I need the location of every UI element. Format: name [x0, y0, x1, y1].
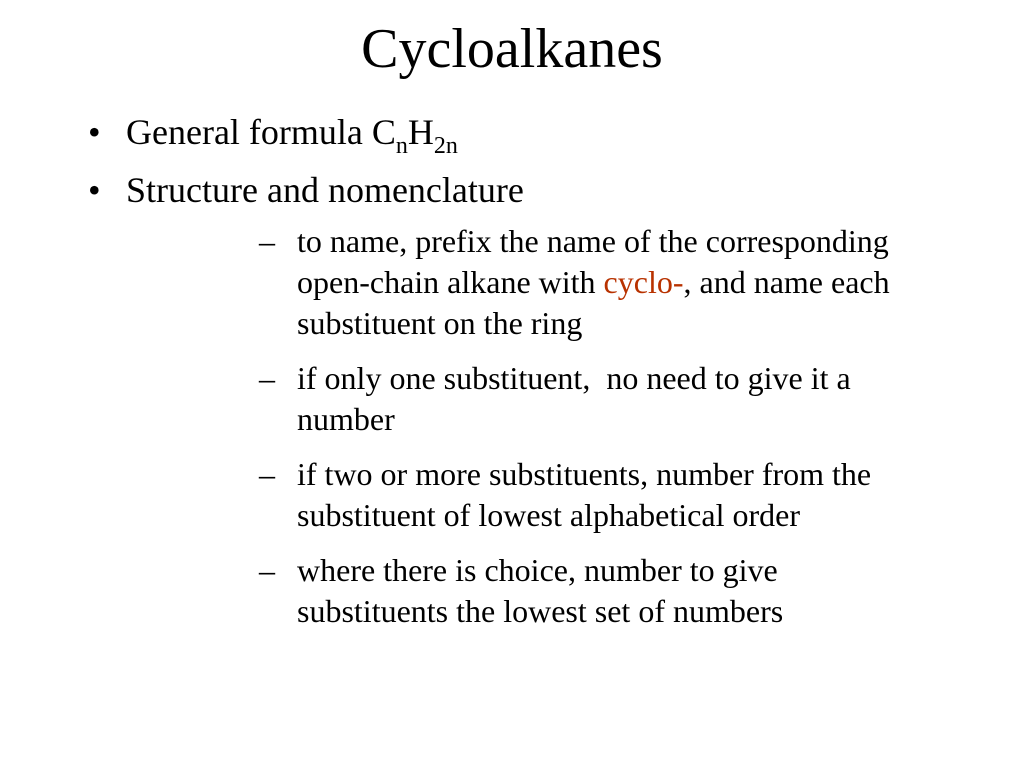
text-run: open-chain alkane with: [297, 264, 604, 300]
dash-marker: –: [259, 552, 275, 588]
sub-bullet-line: substituents the lowest set of numbers: [297, 593, 784, 629]
sub-bullet-one-substituent: [126, 358, 1024, 440]
sub-bullet-line: where there is choice, number to give: [297, 552, 778, 588]
bullet-list: [0, 110, 1024, 646]
dash-marker: –: [259, 223, 275, 259]
sub-bullet-multiple-substituents: [126, 454, 1024, 536]
bullet-label: Structure and nomenclature: [126, 170, 524, 210]
sub-bullet-line: substituent of lowest alphabetical order: [297, 497, 800, 533]
formula-subscript-2n: 2n: [433, 133, 458, 159]
sub-bullet-line: if two or more substituents, number from the: [297, 456, 872, 492]
formula-hydrogen: H: [407, 112, 434, 152]
sub-bullet-naming: [126, 221, 1024, 344]
text-run: , and name each: [683, 264, 890, 300]
bullet-marker: •: [88, 112, 101, 152]
cyclo-prefix-highlight: cyclo-: [603, 264, 684, 300]
sub-bullet-lowest-numbers: [126, 550, 1024, 632]
formula-subscript-n: n: [395, 133, 408, 159]
sub-bullet-line: [297, 262, 924, 303]
bullet-general-formula: [0, 110, 1024, 159]
dash-marker: –: [259, 360, 275, 396]
sub-bullet-line: to name, prefix the name of the corresponding: [297, 223, 889, 259]
sub-bullet-line: if only one substituent, no need to give it a: [297, 360, 851, 396]
sub-bullet-line: number: [297, 401, 395, 437]
formula-label: General formula C: [126, 112, 396, 152]
slide-title: Cycloalkanes: [361, 18, 663, 80]
sub-bullet-line: substituent on the ring: [297, 305, 583, 341]
bullet-marker: •: [88, 170, 101, 210]
dash-marker: –: [259, 456, 275, 492]
bullet-structure-nomenclature: [0, 168, 1024, 632]
sub-bullet-list: [126, 221, 1024, 632]
